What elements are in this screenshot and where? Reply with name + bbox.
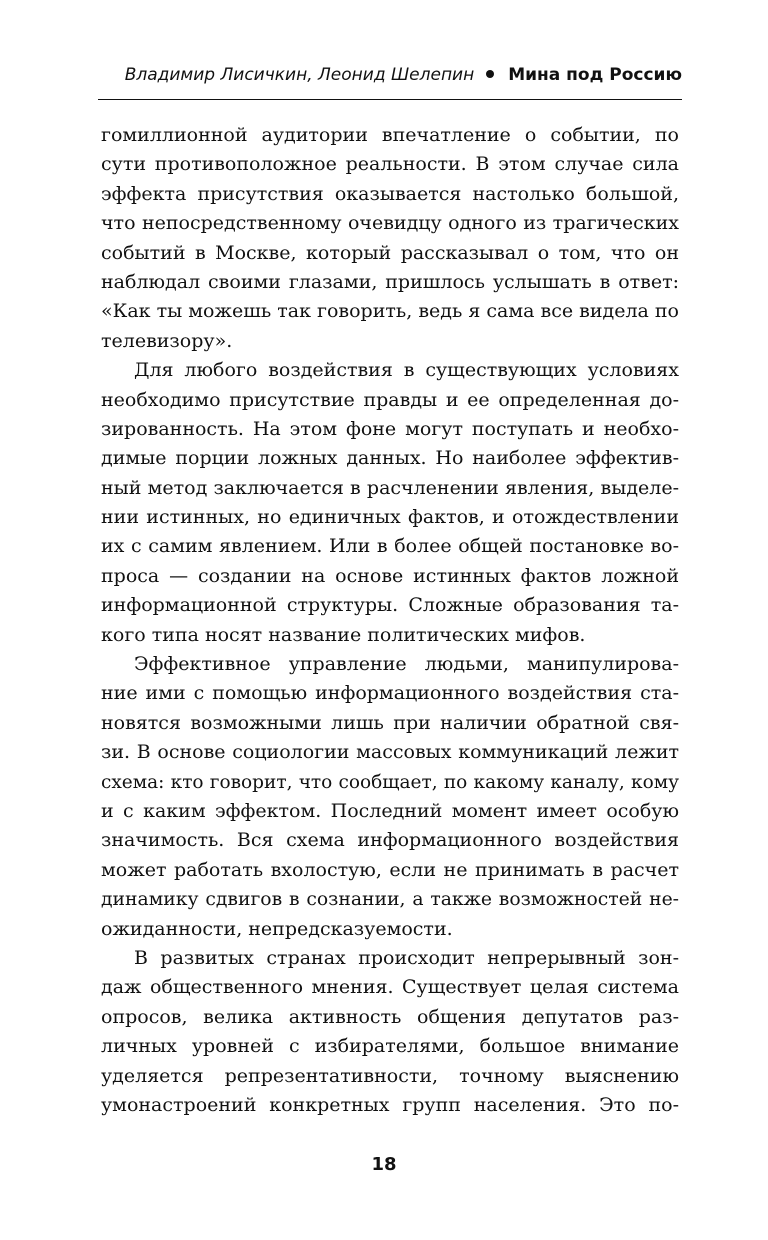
text-line: зи. В основе социологии массовых коммуникаций лежит [101, 741, 679, 764]
body-text [101, 121, 679, 1120]
text-line: и с каким эффектом. Последний момент имеет особую [101, 799, 679, 822]
text-line: схема: кто говорит, что сообщает, по какому каналу, кому [101, 771, 679, 793]
text-line: информационной структуры. Сложные образования та- [101, 594, 679, 617]
text-line: умонастроений конкретных групп населения. Это по- [101, 1093, 679, 1116]
text-line: наблюдал своими глазами, пришлось услышать в ответ: [101, 270, 679, 293]
text-line: ожиданности, непредсказуемости. [101, 917, 453, 940]
text-line: телевизору». [101, 329, 233, 352]
text-line: динамику сдвигов в сознании, а также возможностей не- [101, 889, 679, 911]
text-line: что непосредственному очевидцу одного из трагических [101, 212, 679, 235]
text-line: значимость. Вся схема информационного воздействия [101, 829, 679, 852]
text-line: опросов, велика активность общения депутатов раз- [101, 1005, 679, 1028]
text-line: димые порции ложных данных. Но наиболее эффектив- [101, 447, 679, 470]
text-line: новятся возможными лишь при наличии обратной свя- [101, 711, 679, 734]
text-line: даж общественного мнения. Существует целая система [101, 976, 679, 999]
text-line: Для любого воздействия в существующих условиях [134, 359, 679, 382]
text-line: нии истинных, но единичных фактов, и отождествлении [101, 506, 679, 529]
text-line: ный метод заключается в расчленении явления, выделе- [101, 476, 679, 499]
text-line: событий в Москве, который рассказывал о том, что он [101, 241, 679, 264]
text-line: их с самим явлением. Или в более общей постановке во- [101, 535, 679, 558]
running-head-authors: Владимир Лисичкин, Леонид Шелепин [124, 65, 475, 85]
text-line: гомиллионной аудитории впечатление о событии, по [101, 124, 679, 146]
text-line: может работать вхолостую, если не принимать в расчет [101, 858, 679, 881]
running-head-book-title: Мина под Россию [508, 65, 682, 85]
text-line: сути противоположное реальности. В этом случае сила [101, 153, 679, 176]
running-head [98, 60, 682, 90]
text-line: Эффективное управление людьми, манипулирова- [134, 653, 679, 676]
text-line: «Как ты можешь так говорить, ведь я сама все видела по [101, 300, 679, 323]
text-line: уделяется репрезентативности, точному выяснению [101, 1064, 679, 1087]
bullet-separator-icon [486, 70, 494, 78]
text-line: необходимо присутствие правды и ее определенная до- [101, 388, 679, 411]
text-line: ние ими с помощью информационного воздействия ста- [101, 682, 679, 705]
header-rule [98, 99, 682, 100]
text-line: В развитых странах происходит непрерывный зон- [134, 946, 679, 969]
text-line: кого типа носят название политических мифов. [101, 623, 586, 646]
text-line: зированность. На этом фоне могут поступать и необхо- [101, 417, 679, 440]
text-line: проса — создании на основе истинных фактов ложной [101, 564, 679, 587]
text-line: личных уровней с избирателями, большое внимание [101, 1035, 679, 1058]
text-line: эффекта присутствия оказывается настолько большой, [101, 182, 679, 205]
page-number: 18 [371, 1154, 397, 1175]
